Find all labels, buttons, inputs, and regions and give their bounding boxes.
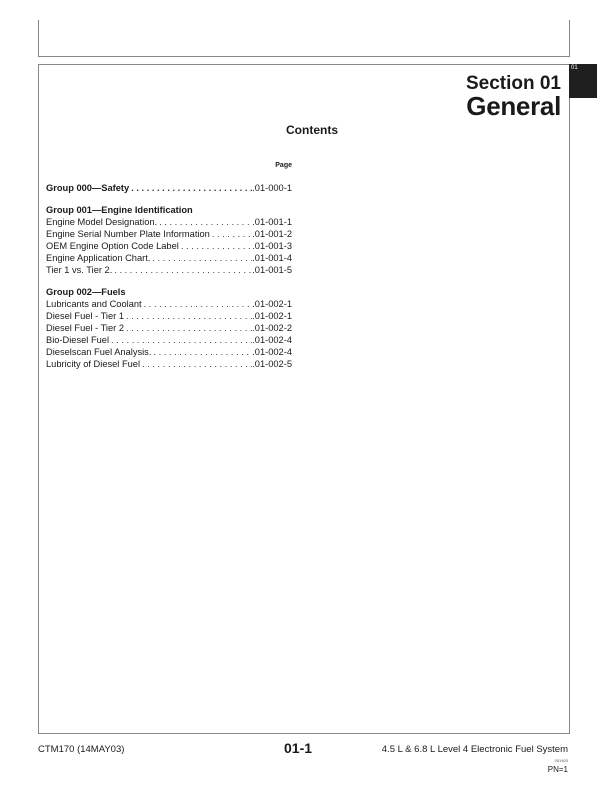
toc-item[interactable] xyxy=(46,310,292,322)
toc-item[interactable] xyxy=(46,264,292,276)
toc-page: .01-000-1 xyxy=(252,183,292,193)
leader-dots xyxy=(144,298,253,310)
toc-label: Engine Application Chart. xyxy=(46,253,151,263)
toc-item[interactable] xyxy=(46,322,292,334)
toc-item[interactable] xyxy=(46,358,292,370)
footer-doc-id: CTM170 (14MAY03) xyxy=(38,744,125,755)
table-of-contents xyxy=(46,160,292,370)
toc-group-safety[interactable] xyxy=(46,182,292,194)
leader-dots xyxy=(126,322,252,334)
toc-label: Group 000—Safety xyxy=(46,183,130,193)
toc-item[interactable] xyxy=(46,346,292,358)
leader-dots xyxy=(152,252,252,264)
leader-dots xyxy=(142,358,252,370)
footer-pn: PN=1 xyxy=(547,765,568,774)
section-label: Section 01 xyxy=(465,73,561,94)
toc-page: .01-001-2 xyxy=(252,229,292,239)
toc-label: Lubricity of Diesel Fuel xyxy=(46,359,141,369)
toc-label: Dieselscan Fuel Analysis. xyxy=(46,347,152,357)
toc-label: OEM Engine Option Code Label xyxy=(46,241,179,251)
toc-item[interactable] xyxy=(46,240,292,252)
toc-item[interactable] xyxy=(46,298,292,310)
section-tab-label: 01 xyxy=(571,65,578,71)
footer-manual-title: 4.5 L & 6.8 L Level 4 Electronic Fuel System xyxy=(381,744,568,755)
toc-page: .01-001-5 xyxy=(252,265,292,275)
toc-page: .01-002-2 xyxy=(252,323,292,333)
leader-dots xyxy=(153,346,252,358)
toc-label: Engine Serial Number Plate Information xyxy=(46,229,210,239)
toc-label: Lubricants and Coolant xyxy=(46,299,142,309)
toc-page: .01-002-5 xyxy=(252,359,292,369)
toc-page: .01-002-4 xyxy=(252,335,292,345)
footer-page-number: 01-1 xyxy=(284,740,313,756)
section-tab xyxy=(569,64,597,98)
leader-dots xyxy=(111,334,252,346)
toc-label: Bio-Diesel Fuel xyxy=(46,335,110,345)
toc-page: .01-001-3 xyxy=(252,241,292,251)
page-column-header: Page xyxy=(275,162,292,169)
toc-page: .01-001-1 xyxy=(252,217,292,227)
leader-dots xyxy=(114,264,252,276)
toc-label: Tier 1 vs. Tier 2. xyxy=(46,265,113,275)
section-title: General xyxy=(466,91,561,121)
leader-dots xyxy=(181,240,252,252)
leader-dots xyxy=(212,228,252,240)
header-frame xyxy=(38,20,570,57)
leader-dots xyxy=(131,182,252,194)
toc-label: Diesel Fuel - Tier 1 xyxy=(46,311,125,321)
toc-page: .01-002-1 xyxy=(252,299,292,309)
toc-page: .01-002-4 xyxy=(252,347,292,357)
leader-dots xyxy=(159,216,252,228)
toc-item[interactable] xyxy=(46,334,292,346)
toc-item[interactable] xyxy=(46,228,292,240)
toc-label: Diesel Fuel - Tier 2 xyxy=(46,323,125,333)
contents-title: Contents xyxy=(286,123,338,137)
toc-page: .01-002-1 xyxy=(252,311,292,321)
footer-code: 051403 xyxy=(554,758,568,763)
toc-item[interactable] xyxy=(46,216,292,228)
toc-group-engine-identification: Group 001—Engine Identification xyxy=(46,205,193,215)
toc-page: .01-001-4 xyxy=(252,253,292,263)
toc-group-fuels: Group 002—Fuels xyxy=(46,287,126,297)
toc-item[interactable] xyxy=(46,252,292,264)
toc-label: Engine Model Designation. xyxy=(46,217,158,227)
leader-dots xyxy=(126,310,252,322)
